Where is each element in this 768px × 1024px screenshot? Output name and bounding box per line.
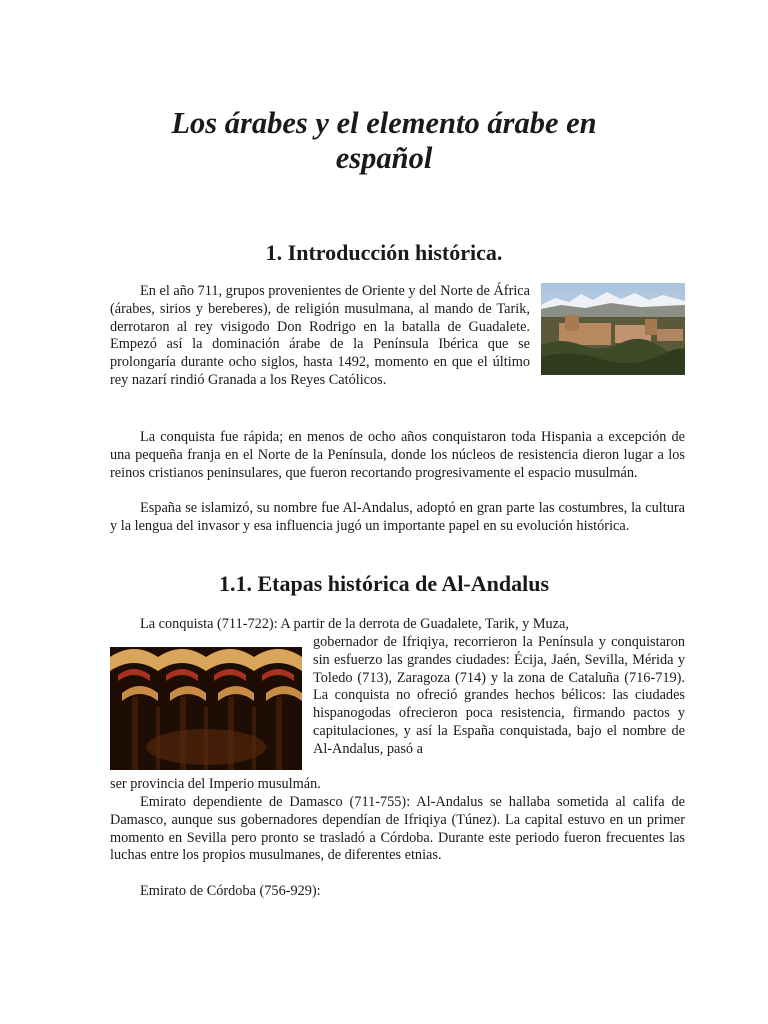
title-line-1: Los árabes y el elemento árabe en	[171, 106, 597, 140]
title-line-2: español	[335, 141, 433, 175]
document-title	[110, 106, 658, 176]
mezquita-photo	[110, 647, 302, 770]
paragraph-conquista: La conquista fue rápida; en menos de ocho años conquistaron toda Hispania a excepción de una pequeña franja en el Norte de la Península, donde los núcleos de resistencia dieron lugar a los reinos cristianos peninsulares, que fueron recortando progresivamente el espacio musulmán.	[110, 429, 685, 481]
paragraph-la-conquista-first-line: La conquista (711-722): A partir de la derrota de Guadalete, Tarik, y Muza,	[140, 616, 569, 632]
paragraph-emirato-damasco: Emirato dependiente de Damasco (711-755): Al-Andalus se hallaba sometida al califa de Damasco, aunque sus gobernadores dependían de Ifriqiya (Túnez). La capital estuvo en un primer momento en Sevilla pero pronto se trasladó a Córdoba. Durante este periodo fueron frecuentes las luchas entre los propios musulmanes, de diferentes etnias.	[110, 794, 685, 864]
paragraph-intro: En el año 711, grupos provenientes de Oriente y del Norte de África (árabes, sirios y bereberes), de religión musulmana, al mando de Tarik, derrotaron al rey visigodo Don Rodrigo en la batalla de Guadalete. Empezó así la dominación árabe de la Península Ibérica que se prolongaría durante ocho siglos, hasta 1492, momento en que el último rey nazarí rindió Granada a los Reyes Católicos.	[110, 283, 530, 388]
section-heading-1-1: 1.1. Etapas histórica de Al-Andalus	[218, 571, 550, 596]
alhambra-photo	[541, 283, 685, 375]
paragraph-islamizacion: España se islamizó, su nombre fue Al-Andalus, adoptó en gran parte las costumbres, la cultura y la lengua del invasor y esa influencia jugó un importante papel en su evolución histórica.	[110, 500, 685, 534]
section-heading-1: 1. Introducción histórica.	[265, 240, 503, 265]
paragraph-la-conquista-tail: ser provincia del Imperio musulmán.	[110, 776, 321, 792]
paragraph-la-conquista-wrapped: gobernador de Ifriqiya, recorrieron la Península y conquistaron sin esfuerzo las grandes ciudades: Écija, Jaén, Sevilla, Mérida y Toledo (713), Zaragoza (714) y la zona de Cataluña (716-719). La conquista no ofreció grandes hechos bélicos: las ciudades hispanogodas ofrecieron poca resistencia, firmando pactos y capitulaciones, y así la España conquistada, bajo el nombre de Al-Andalus, pasó a	[313, 634, 685, 757]
paragraph-emirato-cordoba: Emirato de Córdoba (756-929):	[140, 883, 321, 899]
